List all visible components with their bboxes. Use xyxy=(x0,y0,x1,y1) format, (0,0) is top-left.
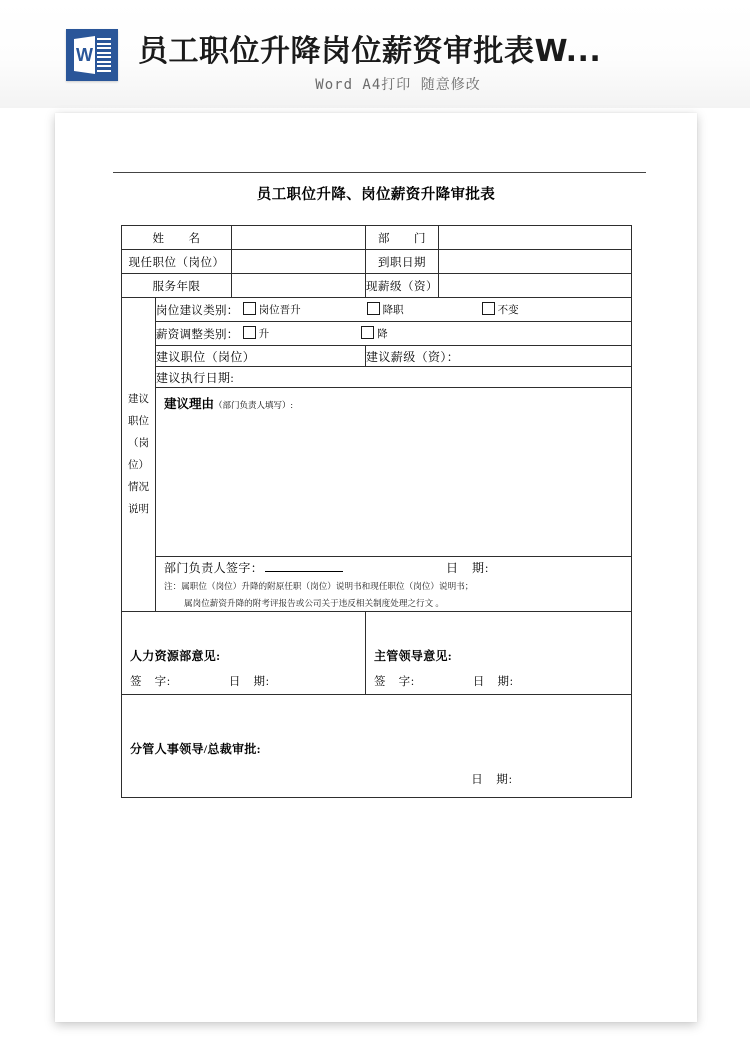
table-row xyxy=(122,593,632,612)
vertical-section-label xyxy=(122,298,156,612)
checkbox-salary-increase[interactable] xyxy=(243,326,256,339)
label-join-date: 到职日期 xyxy=(366,250,439,274)
dept-head-signature-line xyxy=(156,559,631,576)
table-row xyxy=(122,557,632,578)
word-document-icon xyxy=(66,29,118,81)
proposed-position-field[interactable]: 建议职位（岗位） xyxy=(156,346,366,367)
option-label-unchanged: 不变 xyxy=(497,305,519,316)
table-row xyxy=(122,322,632,346)
page-title: 员工职位升降岗位薪资审批表W... xyxy=(138,34,602,69)
hr-date-label: 日 期: xyxy=(228,676,270,688)
value-department[interactable] xyxy=(439,226,632,250)
label-current-salary-grade: 现薪级（资） xyxy=(366,274,439,298)
form-title: 员工职位升降、岗位薪资升降审批表 xyxy=(256,187,496,203)
title-rule xyxy=(113,172,646,173)
checkbox-position-demotion[interactable] xyxy=(367,302,380,315)
value-service-years[interactable] xyxy=(232,274,366,298)
final-approval-date-label: 日 期: xyxy=(471,774,513,786)
label-name: 姓 名 xyxy=(122,226,232,250)
hr-sign-label: 签 字: xyxy=(130,676,171,688)
value-current-salary-grade[interactable] xyxy=(439,274,632,298)
salary-change-type-row xyxy=(156,322,632,346)
final-approval-cell[interactable] xyxy=(122,695,632,798)
checkbox-position-promotion[interactable] xyxy=(243,302,256,315)
reason-title: 建议理由 xyxy=(164,397,215,411)
manager-opinion-cell[interactable] xyxy=(366,612,632,695)
reason-cell[interactable] xyxy=(156,388,632,557)
value-name[interactable] xyxy=(232,226,366,250)
table-row xyxy=(122,226,632,250)
option-label-promotion: 岗位晋升 xyxy=(258,305,301,316)
manager-opinion-footer xyxy=(374,673,514,689)
page-subtitle: Word A4打印 随意修改 xyxy=(315,77,481,93)
word-icon-letter: W xyxy=(76,45,93,65)
manager-opinion-heading: 主管领导意见: xyxy=(374,649,453,663)
table-row xyxy=(122,695,632,798)
value-join-date[interactable] xyxy=(439,250,632,274)
signature-blank[interactable] xyxy=(265,560,343,572)
option-label-decrease: 降 xyxy=(377,329,388,340)
manager-sign-label: 签 字: xyxy=(374,676,415,688)
reason-heading xyxy=(156,388,631,412)
approval-form-table xyxy=(121,225,632,798)
label-current-position: 现任职位（岗位） xyxy=(122,250,232,274)
table-row xyxy=(122,612,632,695)
value-current-position[interactable] xyxy=(232,250,366,274)
note-text-2: 属岗位薪资升降的附考评报告或公司关于违反相关制度处理之行文 。 xyxy=(184,598,444,608)
position-change-type-label: 岗位建议类别： xyxy=(156,304,239,317)
vertical-label-char: 情况 xyxy=(128,481,149,493)
label-service-years: 服务年限 xyxy=(122,274,232,298)
word-icon-lines xyxy=(97,38,111,72)
dept-head-signature-row xyxy=(156,557,632,578)
vertical-label-char: 职位 xyxy=(128,415,149,427)
final-approval-heading: 分管人事领导/总裁审批: xyxy=(130,742,261,756)
checkbox-position-unchanged[interactable] xyxy=(482,302,495,315)
page-header-banner xyxy=(0,0,750,108)
checkbox-salary-decrease[interactable] xyxy=(361,326,374,339)
vertical-label-char: 说明 xyxy=(128,503,149,515)
vertical-label-char: 位） xyxy=(128,459,149,471)
note-row-1 xyxy=(156,577,632,593)
manager-date-label: 日 期: xyxy=(472,676,514,688)
note-row-2 xyxy=(156,593,632,612)
document-page xyxy=(55,113,697,1022)
table-row xyxy=(122,388,632,557)
label-department: 部 门 xyxy=(366,226,439,250)
option-label-demotion: 降职 xyxy=(382,305,404,316)
salary-change-type-label: 薪资调整类别： xyxy=(156,328,239,341)
table-row xyxy=(122,274,632,298)
dept-head-date-label: 日 期: xyxy=(446,560,490,575)
vertical-label-char: 建议 xyxy=(128,393,149,405)
note-text-1: 注：属职位（岗位）升降的附原任职（岗位）说明书和现任职位（岗位）说明书； xyxy=(164,581,474,591)
table-row xyxy=(122,577,632,593)
hr-opinion-footer xyxy=(130,673,270,689)
hr-opinion-heading: 人力资源部意见: xyxy=(130,649,221,663)
proposed-exec-date-field[interactable]: 建议执行日期: xyxy=(156,367,632,388)
proposed-salary-grade-field[interactable]: 建议薪级（资）： xyxy=(366,346,632,367)
hr-opinion-cell[interactable] xyxy=(122,612,366,695)
position-change-type-row xyxy=(156,298,632,322)
option-label-increase: 升 xyxy=(258,329,270,340)
table-row xyxy=(122,298,632,322)
dept-head-signature-label: 部门负责人签字： xyxy=(164,560,264,575)
reason-subtitle: （部门负责人填写）: xyxy=(214,400,293,410)
table-row xyxy=(122,367,632,388)
table-row xyxy=(122,250,632,274)
table-row xyxy=(122,346,632,367)
vertical-label-char: （岗 xyxy=(128,437,149,449)
